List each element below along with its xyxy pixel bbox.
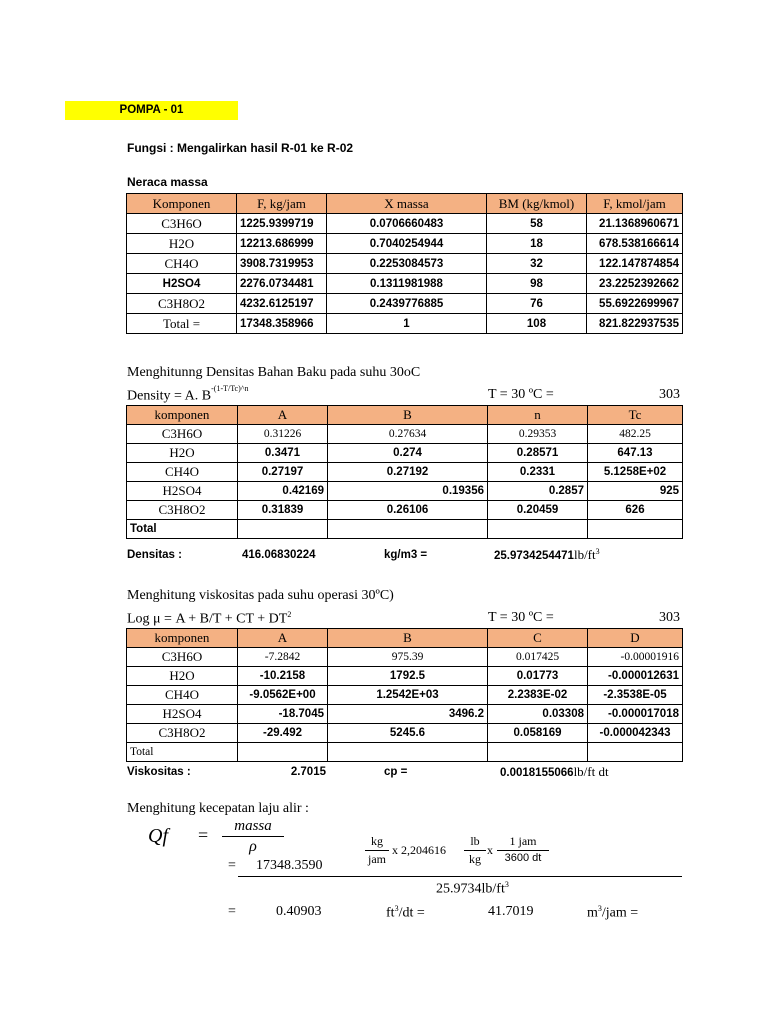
header-cell: F, kg/jam [237,194,327,214]
value-cell: 108 [487,314,587,334]
result2-unit: m [587,905,598,921]
value-cell: -9.0562E+00 [238,686,328,705]
value-cell [588,743,683,762]
value-cell: 1 [327,314,487,334]
header-cell: B [328,629,488,648]
table-row [127,482,683,501]
densitas-formula-exp: -(1-T/Tc)^n [211,384,249,393]
component-name-cell: H2SO4 [127,705,238,724]
header-cell: komponen [127,406,238,425]
result1-unit-group [386,904,425,922]
rho-value: 25.9734 [436,881,482,897]
value-cell: 0.19356 [328,482,488,501]
header-cell: BM (kg/kmol) [487,194,587,214]
value-cell: -7.2842 [238,648,328,667]
value-cell [238,743,328,762]
viskositas-formula-main: Log μ = A + B/T + CT + DT [127,611,288,627]
division-line [238,876,682,877]
value-cell: 0.274 [328,444,488,463]
value-cell: 0.27197 [238,463,328,482]
value-cell: 32 [487,254,587,274]
value-cell: 0.03308 [488,705,588,724]
header-cell: D [588,629,683,648]
table-row [127,234,683,254]
table-row [127,501,683,520]
densitas-unit1: kg/m3 = [384,549,428,561]
component-name-cell: H2SO4 [127,274,237,294]
table-row [127,214,683,234]
value-cell: 3496.2 [328,705,488,724]
table-header-row [127,194,683,214]
densitas-formula [127,384,249,405]
result2-unit-tail: /jam = [601,905,639,921]
value-cell: 0.31839 [238,501,328,520]
value-cell: 3908.7319953 [237,254,327,274]
value-cell: 482.25 [588,425,683,444]
header-cell: komponen [127,629,238,648]
table-row [127,705,683,724]
value-cell: 5.1258E+02 [588,463,683,482]
header-cell: X massa [327,194,487,214]
component-name-cell: CH4O [127,254,237,274]
table-row [127,686,683,705]
table-row [127,648,683,667]
qf-equals: = [198,825,209,845]
value-cell: 5245.6 [328,724,488,743]
value-cell: 0.20459 [488,501,588,520]
conv-lb: lb [470,834,480,848]
component-name-cell: C3H6O [127,648,238,667]
result2: 41.7019 [488,904,534,919]
conv-kg: kg [371,834,383,848]
densitas-heading: Menghitunng Densitas Bahan Baku pada suhu 30oC [127,365,421,380]
table-row [127,314,683,334]
component-name-cell: C3H8O2 [127,724,238,743]
value-cell: 0.1311981988 [327,274,487,294]
value-cell [328,520,488,539]
table-row [127,425,683,444]
header-cell: A [238,406,328,425]
header-cell: C [488,629,588,648]
value-cell: 0.017425 [488,648,588,667]
value-cell: 0.3471 [238,444,328,463]
component-name-cell: C3H6O [127,214,237,234]
viskositas-result-label: Viskositas : [127,766,191,778]
header-cell: B [328,406,488,425]
laju-heading: Menghitung kecepatan laju alir : [127,801,309,816]
result1-unit: ft [386,905,395,921]
value-cell [488,743,588,762]
value-cell: 12213.686999 [237,234,327,254]
header-cell: A [238,629,328,648]
table-row [127,274,683,294]
value-cell [328,743,488,762]
densitas-result-value: 416.06830224 [242,549,316,561]
value-cell: -2.3538E-05 [588,686,683,705]
conv-x2: x [487,843,493,857]
densitas-formula-main: Density = A. B [127,388,212,404]
value-cell: 0.27192 [328,463,488,482]
component-name-cell: H2SO4 [127,482,238,501]
densitas-unit2: lb/ft [573,547,596,562]
viskositas-result-value: 2.7015 [290,766,326,778]
value-cell: -29.492 [238,724,328,743]
component-name-cell: CH4O [127,463,238,482]
result1: 0.40903 [276,904,322,919]
value-cell: 0.28571 [488,444,588,463]
value-cell: 0.31226 [238,425,328,444]
component-name-cell: H2O [127,234,237,254]
table-header-row [127,406,683,425]
value-cell [238,520,328,539]
value-cell: 17348.358966 [237,314,327,334]
value-cell: 678.538166614 [587,234,683,254]
conv-line-3 [497,850,549,851]
value-cell: 21.1368960671 [587,214,683,234]
component-name-cell: Total [127,743,238,762]
conv-line-2 [464,850,486,851]
viskositas-formula-sup: 2 [287,610,292,619]
table-row [127,444,683,463]
result2-unit-group [587,904,638,922]
value-cell: 0.058169 [488,724,588,743]
massa-value: 17348.3590 [256,858,323,873]
viskositas-formula [127,610,291,628]
component-name-cell: CH4O [127,686,238,705]
value-cell: 76 [487,294,587,314]
value-cell: 2276.0734481 [237,274,327,294]
value-cell [588,520,683,539]
result2-unit-sup: 3 [597,904,602,913]
rho-unit: lb/ft [481,881,505,897]
conv-kg2: kg [469,852,481,866]
viskositas-value2-group [500,764,609,780]
value-cell: 23.2252392662 [587,274,683,294]
viskositas-temp-value: 303 [659,610,680,625]
neraca-massa-table [126,193,683,334]
value-cell: 58 [487,214,587,234]
fungsi-text: Fungsi : Mengalirkan hasil R-01 ke R-02 [127,141,354,155]
component-name-cell: H2O [127,444,238,463]
viskositas-unit1: cp = [384,766,408,778]
header-cell: Komponen [127,194,237,214]
result1-unit-tail: /dt = [398,905,425,921]
conv-jam: jam [368,852,386,866]
viskositas-temp-label: T = 30 ºC = [488,610,554,625]
value-cell: 0.2857 [488,482,588,501]
table-row [127,724,683,743]
densitas-result-label: Densitas : [127,549,182,561]
header-cell: F, kmol/jam [587,194,683,214]
value-cell: 1225.9399719 [237,214,327,234]
value-cell: 0.2253084573 [327,254,487,274]
table-header-row [127,629,683,648]
fraction-denominator: ρ [249,838,257,855]
table-row [127,667,683,686]
value-cell: -0.000017018 [588,705,683,724]
result1-unit-sup: 3 [394,904,399,913]
rho-unit-sup: 3 [504,880,509,889]
component-name-cell: H2O [127,667,238,686]
value-cell: 0.2331 [488,463,588,482]
rho-group [436,880,509,898]
value-cell: 925 [588,482,683,501]
value-cell: 647.13 [588,444,683,463]
value-cell: -18.7045 [238,705,328,724]
value-cell: -0.00001916 [588,648,683,667]
value-cell: 0.27634 [328,425,488,444]
header-cell: Tc [588,406,683,425]
conv-1jam: 1 jam [509,834,537,848]
viskositas-value2: 0.0018155066 [500,767,574,779]
value-cell: 1792.5 [328,667,488,686]
component-name-cell: Total = [127,314,237,334]
header-cell: n [488,406,588,425]
value-cell: 1.2542E+03 [328,686,488,705]
value-cell: 0.42169 [238,482,328,501]
table-row [127,743,683,762]
value-cell: 0.7040254944 [327,234,487,254]
table-row [127,294,683,314]
table-row [127,520,683,539]
neraca-label: Neraca massa [127,175,208,189]
component-name-cell: Total [127,520,238,539]
viskositas-table [126,628,683,762]
value-cell: -10.2158 [238,667,328,686]
value-cell: 821.822937535 [587,314,683,334]
eq2: = [228,858,236,873]
value-cell: -0.000012631 [588,667,683,686]
page-title: POMPA - 01 [119,104,184,116]
fraction-numerator: massa [234,818,272,834]
value-cell: 975.39 [328,648,488,667]
value-cell: 0.2439776885 [327,294,487,314]
value-cell: 0.01773 [488,667,588,686]
densitas-temp-label: T = 30 ºC = [488,387,554,402]
component-name-cell: C3H8O2 [127,501,238,520]
conv-x1: x 2,204616 [392,843,446,857]
densitas-temp-value: 303 [659,387,680,402]
fraction-line [222,836,284,837]
conv-line-1 [365,850,389,851]
value-cell: 626 [588,501,683,520]
value-cell: 0.29353 [488,425,588,444]
component-name-cell: C3H8O2 [127,294,237,314]
value-cell: 4232.6125197 [237,294,327,314]
table-row [127,463,683,482]
qf-symbol: Qf [148,825,168,847]
eq3: = [228,904,236,919]
value-cell: 2.2383E-02 [488,686,588,705]
table-row [127,254,683,274]
value-cell: 55.6922699967 [587,294,683,314]
value-cell: 98 [487,274,587,294]
densitas-value2-group [494,547,600,563]
value-cell: -0.000042343 [588,724,683,743]
component-name-cell: C3H6O [127,425,238,444]
densitas-unit2-sup: 3 [595,547,600,557]
densitas-value2: 25.9734254471 [494,550,574,562]
value-cell: 18 [487,234,587,254]
viskositas-unit2: lb/ft dt [573,764,609,779]
value-cell [488,520,588,539]
value-cell: 0.0706660483 [327,214,487,234]
viskositas-heading: Menghitung viskositas pada suhu operasi 30ºC) [127,588,394,603]
densitas-table [126,405,683,539]
conv-3600: 3600 dt [504,852,542,864]
value-cell: 122.147874854 [587,254,683,274]
value-cell: 0.26106 [328,501,488,520]
